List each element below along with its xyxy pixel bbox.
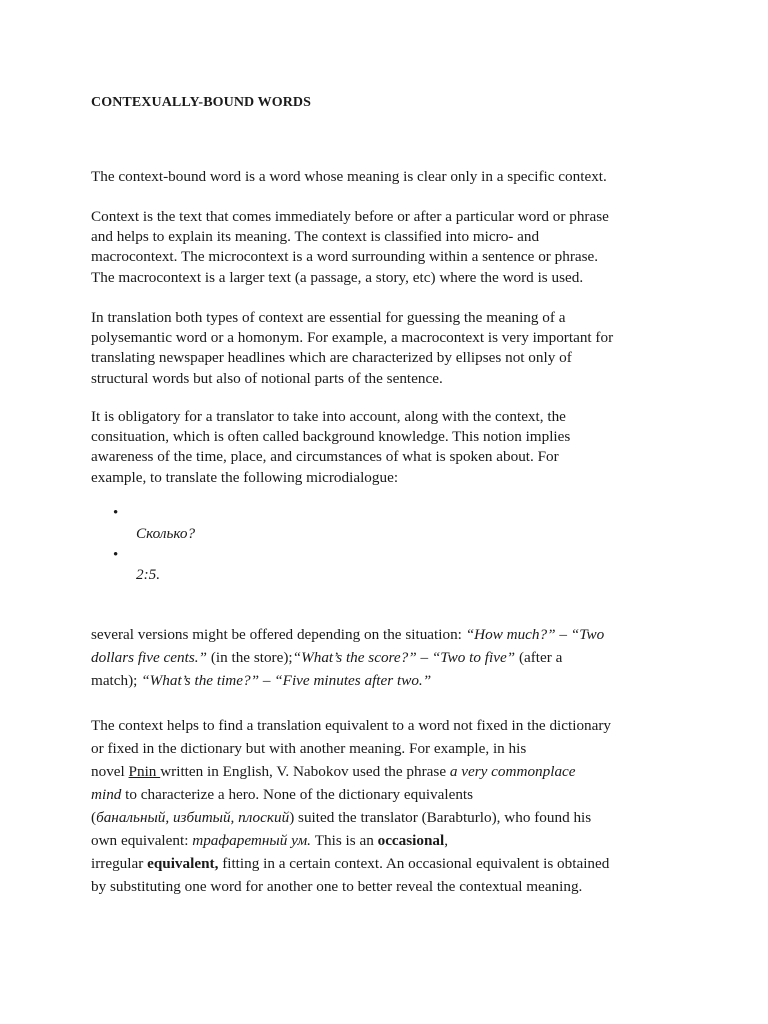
text-segment-italic: банальный, избитый, плоский [96, 809, 290, 826]
paragraph-versions [91, 623, 681, 692]
text-segment: , [444, 832, 449, 849]
text-line: structural words but also of notional parts of the sentence. [91, 369, 443, 387]
text-segment: (in the store); [207, 649, 293, 666]
text-segment: own equivalent: [91, 832, 193, 849]
text-segment-italic: a very commonplace [449, 763, 576, 780]
text-segment: This is an [310, 832, 378, 849]
paragraph-equivalent [91, 714, 681, 898]
text-line: In translation both types of context are essential for guessing the meaning of a [91, 309, 566, 326]
bullet-icon: • [113, 505, 119, 521]
text-segment-italic: “What’s the time?” – “Five minutes after two.” [141, 672, 432, 689]
paragraph-consituation [91, 407, 681, 488]
text-line: example, to translate the following microdialogue: [91, 468, 399, 486]
text-segment-italic: “How much?” – “Two [465, 626, 605, 643]
text-segment-italic: mind [91, 786, 122, 803]
text-line: or fixed in the dictionary but with another meaning. For example, in his [91, 740, 527, 757]
text-line: and helps to explain its meaning. The context is classified into micro- and [91, 228, 540, 246]
text-segment: several versions might be offered depending on the situation: [91, 626, 466, 643]
text-line: The context-bound word is a word whose meaning is clear only in a specific context. [91, 168, 607, 185]
text-line: awareness of the time, place, and circumstances of what is spoken about. For [91, 448, 559, 466]
text-line: Context is the text that comes immediately before or after a particular word or phrase [91, 208, 609, 225]
text-segment: ) suited the translator (Barabturlo), who found his [289, 809, 592, 826]
text-line: by substituting one word for another one to better reveal the contextual meaning. [91, 878, 583, 895]
page-title: CONTEXUALLY-BOUND WORDS [91, 95, 311, 110]
paragraph-context [91, 207, 681, 288]
text-line: polysemantic word or a homonym. For example, a macrocontext is very important for [91, 329, 614, 347]
text-segment: irregular [91, 855, 148, 872]
pnin-link[interactable]: Pnin [128, 763, 161, 780]
text-line: The macrocontext is a larger text (a passage, a story, etc) where the word is used. [91, 268, 584, 286]
text-segment-bold: occasional [377, 832, 445, 849]
text-line: It is obligatory for a translator to take into account, along with the context, the [91, 408, 566, 425]
text-segment: novel [91, 763, 129, 780]
text-segment-italic: трафаретный ум. [192, 832, 311, 849]
text-segment: (after a [515, 649, 563, 666]
text-line: The context helps to find a translation equivalent to a word not fixed in the dictionary [91, 717, 612, 734]
text-segment: to characterize a hero. None of the dictionary equivalents [121, 786, 474, 803]
text-segment: match); [91, 672, 142, 689]
text-segment: ( [91, 809, 97, 826]
text-segment: fitting in a certain context. An occasional equivalent is obtained [218, 855, 610, 872]
bullet-icon: • [113, 547, 119, 563]
paragraph-translation [91, 308, 681, 389]
text-segment-italic: dollars five cents.” [91, 649, 208, 666]
text-segment: written in English, V. Nabokov used the phrase [160, 763, 450, 780]
text-segment-bold: equivalent, [147, 855, 219, 872]
list-item: 2:5. [136, 566, 161, 583]
text-segment-italic: “What’s the score?” – “Two to five” [292, 649, 516, 666]
text-line: translating newspaper headlines which are characterized by ellipses not only of [91, 349, 572, 367]
text-line: consituation, which is often called background knowledge. This notion implies [91, 428, 571, 446]
text-line: macrocontext. The microcontext is a word surrounding within a sentence or phrase. [91, 248, 599, 266]
list-item: Сколько? [136, 525, 196, 542]
paragraph-definition [91, 167, 681, 187]
